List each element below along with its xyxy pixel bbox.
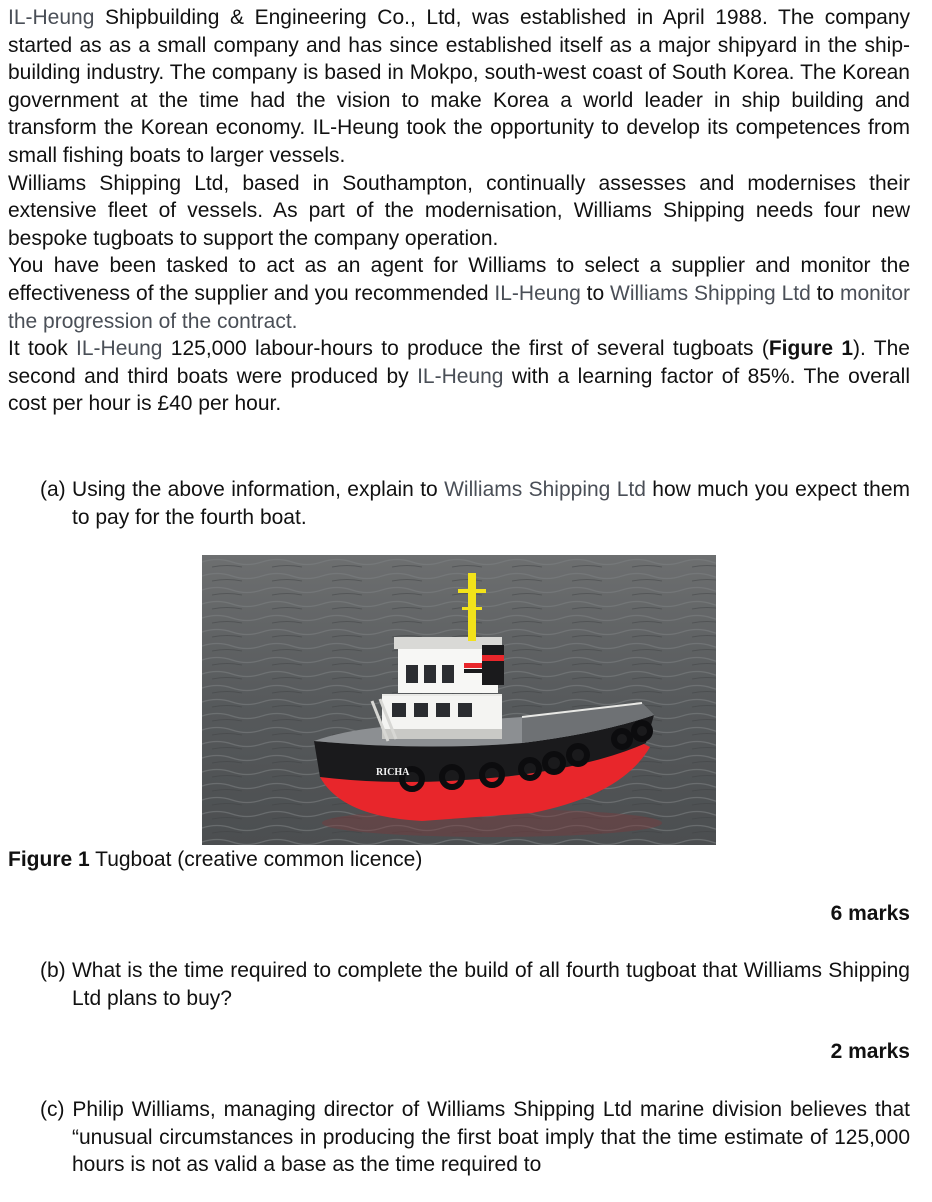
intro-text: 125,000 labour-hours to produce the first of several tugboats (: [162, 337, 769, 361]
company-name: IL-Heung: [76, 337, 163, 361]
document-body: [8, 4, 910, 418]
question-text: What is the time required to complete the build of all fourth tugboat that Williams Shipping Ltd plans to buy?: [71, 959, 910, 1010]
figure-reference: Figure 1: [768, 337, 854, 361]
client-name: Williams Shipping Ltd: [610, 281, 811, 305]
intro-text: monitor the progression of the contract.: [8, 281, 910, 333]
question-text: Philip Williams, managing director of Williams Shipping Ltd marine division believes that “unusual circumstances in producing the first boat imply that the time estimate of 125,000 hours is not as valid a base as the time required to: [72, 1098, 910, 1177]
intro-text: to: [810, 281, 840, 305]
question-label: (c): [40, 1098, 65, 1121]
question-a: [40, 476, 910, 531]
question-text: how much you expect them to pay for the fourth boat.: [72, 478, 910, 529]
caption-label: Figure 1: [8, 848, 90, 871]
caption-text: Tugboat (creative common licence): [89, 848, 423, 871]
question-c: [40, 1096, 910, 1179]
intro-paragraph-2: Williams Shipping Ltd, based in Southampton, continually assesses and modernises their extensive fleet of vessels. As part of the modernisation, Williams Shipping needs four new bespoke tugboats to support the company operation.: [8, 171, 910, 250]
client-name: Williams Shipping Ltd: [444, 478, 646, 501]
company-name: IL-Heung: [494, 281, 581, 305]
question-label: (a): [40, 478, 66, 501]
intro-text: to: [580, 281, 610, 305]
company-name: IL-Heung: [8, 6, 95, 29]
intro-text: with a learning factor of 85%. The overall cost per hour is £40 per hour.: [8, 364, 910, 416]
question-text: Using the above information, explain to: [72, 478, 445, 501]
intro-text: ). The second and third boats were produced by: [8, 337, 910, 388]
figure-caption: [8, 846, 422, 874]
tugboat-image: [202, 555, 716, 845]
intro-text: It took: [8, 337, 77, 361]
question-label: (b): [40, 959, 66, 982]
company-name: IL-Heung: [417, 364, 504, 388]
marks-a: 6 marks: [830, 902, 910, 925]
tugboat-illustration: [202, 555, 716, 845]
intro-text: Shipbuilding & Engineering Co., Ltd, was established in April 1988. The company started as as a small company and has since established itself as a major shipyard in the ship-building industry. The company is based in Mokpo, south-west coast of South Korea. The Korean government at the time had the vision to make Korea a world leader in ship building and transform the Korean economy. IL-Heung took the opportunity to develop its competences from small fishing boats to larger vessels.: [8, 6, 910, 167]
intro-paragraph-1: [8, 4, 910, 170]
question-b: [40, 957, 910, 1012]
intro-text: You have been tasked to act as an agent for Williams to select a supplier and monitor the effectiveness of the supplier and you recommended: [8, 254, 910, 305]
marks-b: 2 marks: [830, 1040, 910, 1063]
intro-paragraph-3: [8, 252, 910, 335]
hull-name-text: RICHA: [376, 767, 410, 778]
intro-paragraph-4: [8, 335, 910, 418]
